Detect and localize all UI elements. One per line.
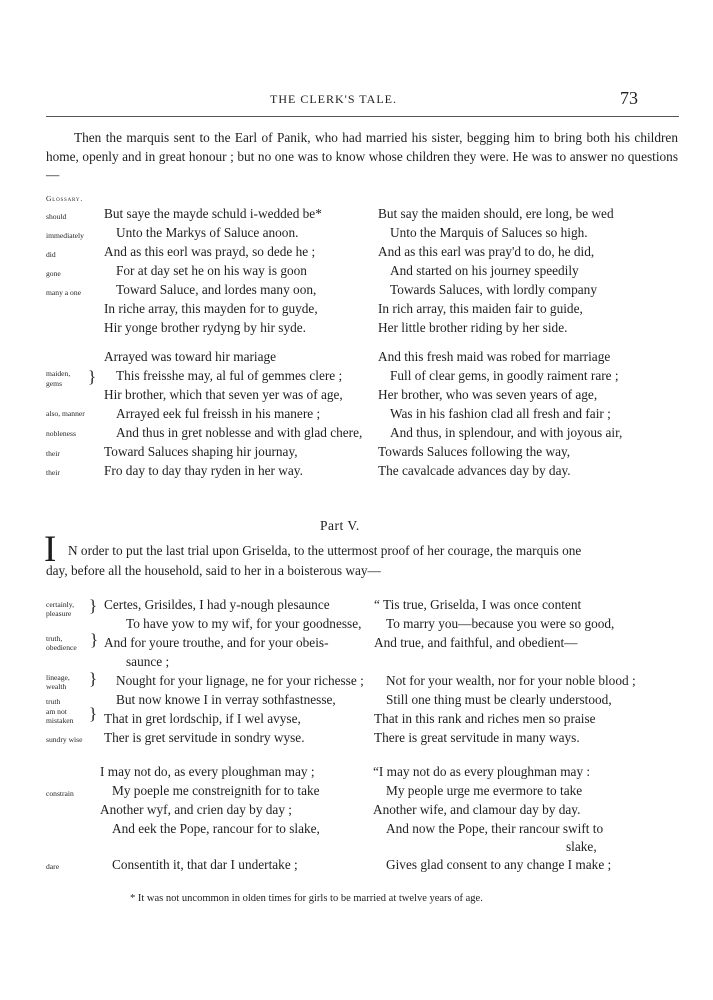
gloss-brace: } [89, 596, 98, 615]
old-verse-line: saunce ; [126, 654, 170, 669]
page-number: 73 [620, 88, 638, 108]
modern-verse-line: There is great servitude in many ways. [374, 730, 580, 745]
old-verse-line: And for youre trouthe, and for your obeis- [104, 635, 329, 650]
gloss-brace: } [89, 704, 98, 723]
modern-verse-line: Towards Saluces following the way, [378, 444, 571, 459]
old-verse-line: Consentith it, that dar I undertake ; [112, 857, 298, 872]
old-verse-line: And as this eorl was prayd, so dede he ; [104, 244, 316, 259]
gloss-note: dare [46, 862, 60, 871]
header-rule [46, 116, 679, 117]
gloss-brace: } [88, 367, 97, 386]
modern-verse-line: slake, [566, 839, 597, 854]
modern-verse-line: Her brother, who was seven years of age, [378, 387, 598, 402]
old-verse-line: Arrayed was toward hir mariage [104, 349, 277, 364]
gloss-note: certainly, [46, 600, 74, 609]
modern-verse-line: And this fresh maid was robed for marriage [378, 349, 611, 364]
modern-verse-line: And true, and faithful, and obedient— [374, 635, 578, 650]
gloss-brace: } [90, 630, 99, 649]
old-verse-line: And eek the Pope, rancour for to slake, [112, 821, 320, 836]
old-verse-line: Hir yonge brother rydyng by hir syde. [104, 320, 306, 335]
modern-verse-line: Full of clear gems, in goodly raiment rare ; [390, 368, 619, 383]
part-intro-line: day, before all the household, said to her in a boisterous way— [46, 563, 381, 578]
old-verse-line: Arrayed eek ful freissh in his manere ; [116, 406, 321, 421]
modern-verse-line: My people urge me evermore to take [386, 783, 583, 798]
running-head: THE CLERK'S TALE. [270, 92, 397, 106]
gloss-note: wealth [46, 682, 67, 691]
modern-verse-line: Her little brother riding by her side. [378, 320, 568, 335]
gloss-note: immediately [46, 231, 84, 240]
modern-verse-line: Another wife, and clamour day by day. [373, 802, 581, 817]
old-verse-line: For at day set he on his way is goon [116, 263, 307, 278]
old-verse-line: Toward Saluces shaping hir journay, [104, 444, 298, 459]
gloss-note: lineage, [46, 673, 70, 682]
drop-cap: I [44, 529, 57, 570]
gloss-note: pleasure [46, 609, 72, 618]
gloss-note: am not [46, 707, 67, 716]
modern-verse-line: Not for your wealth, nor for your noble blood ; [386, 673, 636, 688]
old-verse-line: Unto the Markys of Saluce anoon. [116, 225, 299, 240]
gloss-note: nobleness [46, 429, 76, 438]
modern-verse-line: Towards Saluces, with lordly company [390, 282, 597, 297]
intro-paragraph [46, 129, 678, 185]
old-verse-line: That in gret lordschip, if I wel avyse, [104, 711, 301, 726]
gloss-brace: } [89, 669, 98, 688]
modern-verse-line: That in this rank and riches men so praise [374, 711, 596, 726]
gloss-note: mistaken [46, 716, 74, 725]
old-verse-line: I may not do, as every ploughman may ; [100, 764, 315, 779]
modern-verse-line: The cavalcade advances day by day. [378, 463, 571, 478]
modern-verse-line: Unto the Marquis of Saluces so high. [390, 225, 588, 240]
gloss-note: obedience [46, 643, 77, 652]
old-verse-line: Another wyf, and crien day by day ; [100, 802, 293, 817]
gloss-note: did [46, 250, 56, 259]
modern-verse-line: But say the maiden should, ere long, be wed [378, 206, 614, 221]
modern-verse-line: Still one thing must be clearly understood, [386, 692, 612, 707]
gloss-note: their [46, 449, 60, 458]
part-heading: Part V. [320, 518, 360, 533]
old-verse-line: But saye the mayde schuld i-wedded be* [104, 206, 322, 221]
modern-verse-line: “I may not do as every ploughman may : [373, 764, 591, 779]
old-verse-line: And thus in gret noblesse and with glad chere, [116, 425, 363, 440]
gloss-note: sundry wise [46, 735, 83, 744]
modern-verse-line: To marry you—because you were so good, [386, 616, 615, 631]
footnote: * It was not uncommon in olden times for girls to be married at twelve years of age. [130, 893, 483, 904]
old-verse-line: Fro day to day thay ryden in her way. [104, 463, 303, 478]
gloss-note: constrain [46, 789, 74, 798]
gloss-note: gone [46, 269, 61, 278]
gloss-note: gems [46, 379, 63, 388]
old-verse-line: Ther is gret servitude in sondry wyse. [104, 730, 305, 745]
modern-verse-line: Was in his fashion clad all fresh and fair ; [390, 406, 611, 421]
gloss-note: many a one [46, 288, 82, 297]
old-verse-line: This freisshe may, al ful of gemmes clere ; [116, 368, 343, 383]
part-intro-line: N order to put the last trial upon Griselda, to the uttermost proof of her courage, the marquis one [68, 543, 582, 558]
glossary-heading: Glossary. [46, 194, 83, 203]
old-verse-line: Toward Saluce, and lordes many oon, [116, 282, 317, 297]
gloss-note: truth [46, 697, 61, 706]
modern-verse-line: “ Tis true, Griselda, I was once content [374, 597, 582, 612]
gloss-note: maiden, [46, 369, 71, 378]
old-verse-line: Hir brother, which that seven yer was of age, [104, 387, 343, 402]
gloss-note: should [46, 212, 67, 221]
modern-verse-line: And thus, in splendour, and with joyous air, [390, 425, 623, 440]
gloss-note: also, manner [46, 409, 85, 418]
modern-verse-line: And as this earl was pray'd to do, he did, [378, 244, 595, 259]
gloss-note: their [46, 468, 60, 477]
old-verse-line: To have yow to my wif, for your goodnesse, [126, 616, 362, 631]
old-verse-line: But now knowe I in verray sothfastnesse, [116, 692, 336, 707]
modern-verse-line: And started on his journey speedily [390, 263, 579, 278]
gloss-note: truth, [46, 634, 63, 643]
old-verse-line: My poeple me constreignith for to take [112, 783, 320, 798]
old-verse-line: In riche array, this mayden for to guyde, [104, 301, 318, 316]
modern-verse-line: And now the Pope, their rancour swift to [386, 821, 604, 836]
modern-verse-line: In rich array, this maiden fair to guide, [378, 301, 583, 316]
intro-text: Then the marquis sent to the Earl of Panik, who had married his sister, begging him to bring both his children home, openly and in great honour ; but no one was to know whose children they were. He was to answer no questions— [46, 130, 678, 183]
old-verse-line: Nought for your lignage, ne for your richesse ; [116, 673, 364, 688]
old-verse-line: Certes, Grisildes, I had y-nough plesaunce [104, 597, 330, 612]
modern-verse-line: Gives glad consent to any change I make ; [386, 857, 612, 872]
